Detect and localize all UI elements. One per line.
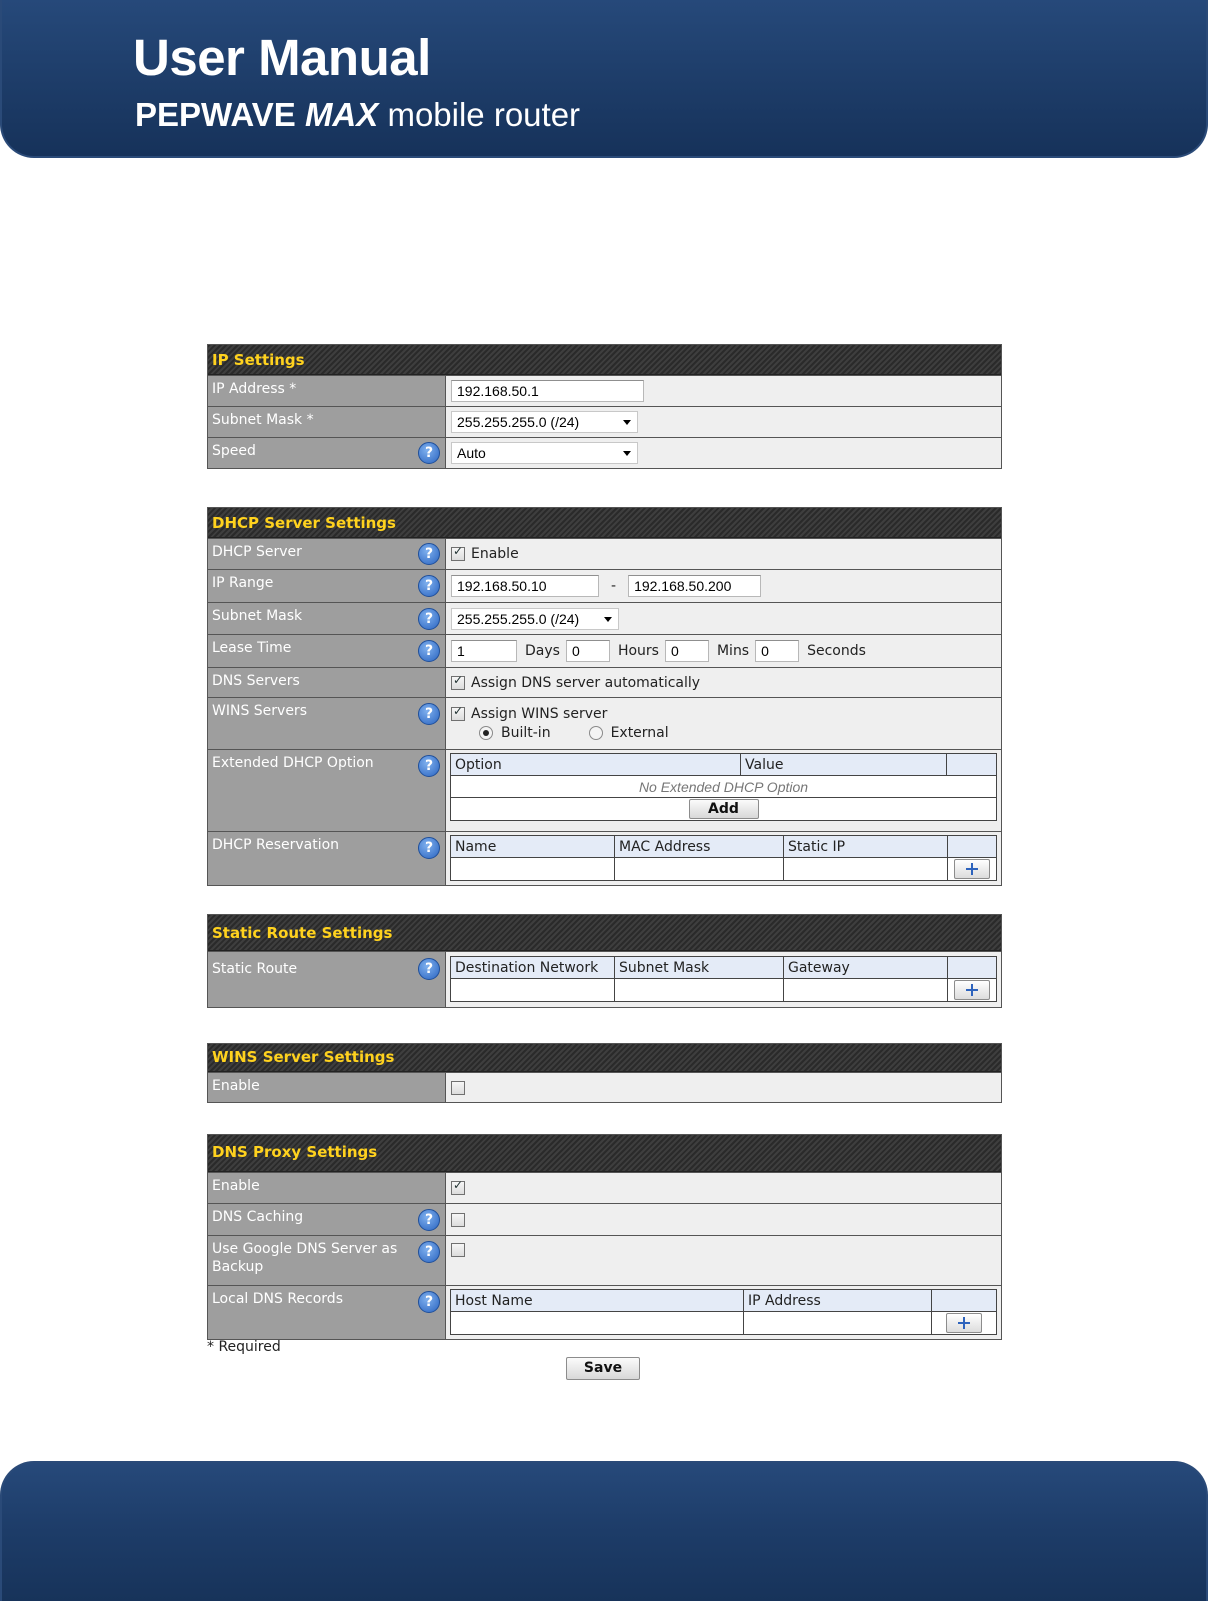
mac-cell[interactable] xyxy=(615,858,784,881)
dns-servers-label: DNS Servers xyxy=(208,668,446,697)
column-header xyxy=(948,957,997,979)
days-unit: Days xyxy=(525,643,560,659)
manual-subtitle xyxy=(135,96,580,134)
column-header xyxy=(932,1290,997,1312)
local-dns-label-text: Local DNS Records xyxy=(212,1291,343,1307)
manual-footer xyxy=(0,1461,1208,1601)
help-icon[interactable]: ? xyxy=(418,703,440,725)
dns-enable-label: Enable xyxy=(208,1173,446,1203)
static-route-label-text: Static Route xyxy=(212,961,298,977)
dhcp-subnet-select[interactable]: 255.255.255.0 (/24) xyxy=(451,608,619,630)
subnet-mask-select[interactable]: 255.255.255.0 (/24) xyxy=(451,411,638,433)
dhcp-server-label xyxy=(208,539,446,569)
ip-address-input[interactable]: 192.168.50.1 xyxy=(451,380,644,402)
assign-dns-text: Assign DNS server automatically xyxy=(471,674,701,691)
extended-dhcp-label xyxy=(208,750,446,831)
dhcp-reservation-label xyxy=(208,832,446,885)
dhcp-enable-checkbox[interactable] xyxy=(451,547,465,561)
add-row-icon[interactable] xyxy=(954,859,990,879)
add-button[interactable]: Add xyxy=(689,799,759,819)
wins-enable-label: Enable xyxy=(208,1073,446,1102)
host-name-cell[interactable] xyxy=(451,1312,744,1335)
lease-time-label xyxy=(208,635,446,667)
dhcp-subnet-label xyxy=(208,603,446,634)
assign-wins-checkbox[interactable] xyxy=(451,707,465,721)
brand-name: PEPWAVE xyxy=(135,96,296,133)
dns-caching-label xyxy=(208,1204,446,1235)
column-header: Name xyxy=(451,836,615,858)
help-icon[interactable]: ? xyxy=(418,543,440,565)
lease-time-label-text: Lease Time xyxy=(212,640,292,656)
dns-enable-checkbox[interactable] xyxy=(451,1181,465,1195)
dhcp-reservation-table xyxy=(450,835,997,881)
wins-servers-label-text: WINS Servers xyxy=(212,703,307,719)
required-note: * Required xyxy=(207,1339,281,1355)
wins-enable-checkbox[interactable] xyxy=(451,1081,465,1095)
help-icon[interactable]: ? xyxy=(418,958,440,980)
builtin-text: Built-in xyxy=(501,725,551,741)
dns-caching-label-text: DNS Caching xyxy=(212,1209,304,1225)
column-header: Destination Network xyxy=(451,957,615,979)
product-desc: mobile router xyxy=(387,96,581,133)
static-ip-cell[interactable] xyxy=(784,858,948,881)
column-header: Host Name xyxy=(451,1290,744,1312)
column-header: MAC Address xyxy=(615,836,784,858)
ip-settings-section xyxy=(207,344,1002,469)
help-icon[interactable]: ? xyxy=(418,1209,440,1231)
local-dns-label xyxy=(208,1286,446,1339)
external-text: External xyxy=(610,725,669,741)
section-title: IP Settings xyxy=(208,345,1001,375)
ip-address-label: IP Address * xyxy=(208,376,446,406)
dhcp-server-label-text: DHCP Server xyxy=(212,544,302,560)
lease-mins-input[interactable]: 0 xyxy=(665,640,709,662)
extended-dhcp-label-text: Extended DHCP Option xyxy=(212,755,374,771)
section-title: Static Route Settings xyxy=(208,915,1001,951)
help-icon[interactable]: ? xyxy=(418,575,440,597)
help-icon[interactable]: ? xyxy=(418,755,440,777)
lease-days-input[interactable]: 1 xyxy=(451,640,517,662)
static-route-label xyxy=(208,952,446,1007)
section-title: WINS Server Settings xyxy=(208,1044,1001,1072)
assign-wins-text: Assign WINS server xyxy=(471,706,608,722)
subnet-cell[interactable] xyxy=(615,979,784,1002)
static-route-table xyxy=(450,956,997,1002)
column-header xyxy=(947,754,997,776)
save-button[interactable]: Save xyxy=(566,1357,640,1380)
local-dns-table xyxy=(450,1289,997,1335)
column-header xyxy=(948,836,997,858)
column-header: Value xyxy=(741,754,947,776)
help-icon[interactable]: ? xyxy=(418,608,440,630)
google-dns-label-text: Use Google DNS Server as Backup xyxy=(212,1241,398,1275)
help-icon[interactable]: ? xyxy=(418,640,440,662)
seconds-unit: Seconds xyxy=(807,643,866,659)
speed-select[interactable]: Auto xyxy=(451,442,638,464)
mins-unit: Mins xyxy=(716,643,750,659)
help-icon[interactable]: ? xyxy=(418,1291,440,1313)
help-icon[interactable]: ? xyxy=(418,442,440,464)
ip-range-label-text: IP Range xyxy=(212,575,274,591)
ip-address-cell[interactable] xyxy=(744,1312,932,1335)
dhcp-subnet-label-text: Subnet Mask xyxy=(212,608,303,624)
wins-server-section xyxy=(207,1043,1002,1103)
lease-hours-input[interactable]: 0 xyxy=(566,640,610,662)
ip-range-start-input[interactable]: 192.168.50.10 xyxy=(451,575,599,597)
column-header: Subnet Mask xyxy=(615,957,784,979)
manual-title: User Manual xyxy=(133,29,431,86)
speed-label-text: Speed xyxy=(212,443,256,459)
ip-range-end-input[interactable]: 192.168.50.200 xyxy=(628,575,761,597)
add-row-icon[interactable] xyxy=(946,1313,982,1333)
gateway-cell[interactable] xyxy=(784,979,948,1002)
hours-unit: Hours xyxy=(617,643,659,659)
ip-range-separator: - xyxy=(611,578,617,594)
destination-cell[interactable] xyxy=(451,979,615,1002)
dns-proxy-section xyxy=(207,1134,1002,1340)
wins-servers-label xyxy=(208,698,446,749)
column-header: Option xyxy=(451,754,741,776)
extended-dhcp-table xyxy=(450,753,997,821)
static-route-section xyxy=(207,914,1002,1008)
dhcp-server-section xyxy=(207,507,1002,886)
assign-dns-checkbox[interactable] xyxy=(451,676,465,690)
google-dns-label xyxy=(208,1236,446,1285)
speed-label xyxy=(208,438,446,468)
subnet-mask-label: Subnet Mask * xyxy=(208,407,446,437)
section-title: DHCP Server Settings xyxy=(208,508,1001,538)
lease-secs-input[interactable]: 0 xyxy=(755,640,799,662)
product-name: MAX xyxy=(304,96,379,133)
name-cell[interactable] xyxy=(451,858,615,881)
dhcp-enable-text: Enable xyxy=(471,546,519,562)
external-radio[interactable] xyxy=(589,726,603,740)
column-header: Static IP xyxy=(784,836,948,858)
column-header: Gateway xyxy=(784,957,948,979)
add-row-icon[interactable] xyxy=(954,980,990,1000)
ip-range-label xyxy=(208,570,446,602)
dns-caching-checkbox[interactable] xyxy=(451,1213,465,1227)
help-icon[interactable]: ? xyxy=(418,1241,440,1263)
column-header: IP Address xyxy=(744,1290,932,1312)
dhcp-reservation-label-text: DHCP Reservation xyxy=(212,837,340,853)
builtin-radio[interactable] xyxy=(479,726,493,740)
help-icon[interactable]: ? xyxy=(418,837,440,859)
manual-header xyxy=(0,0,1208,158)
section-title: DNS Proxy Settings xyxy=(208,1135,1001,1172)
google-dns-checkbox[interactable] xyxy=(451,1243,465,1257)
empty-message: No Extended DHCP Option xyxy=(451,776,997,798)
